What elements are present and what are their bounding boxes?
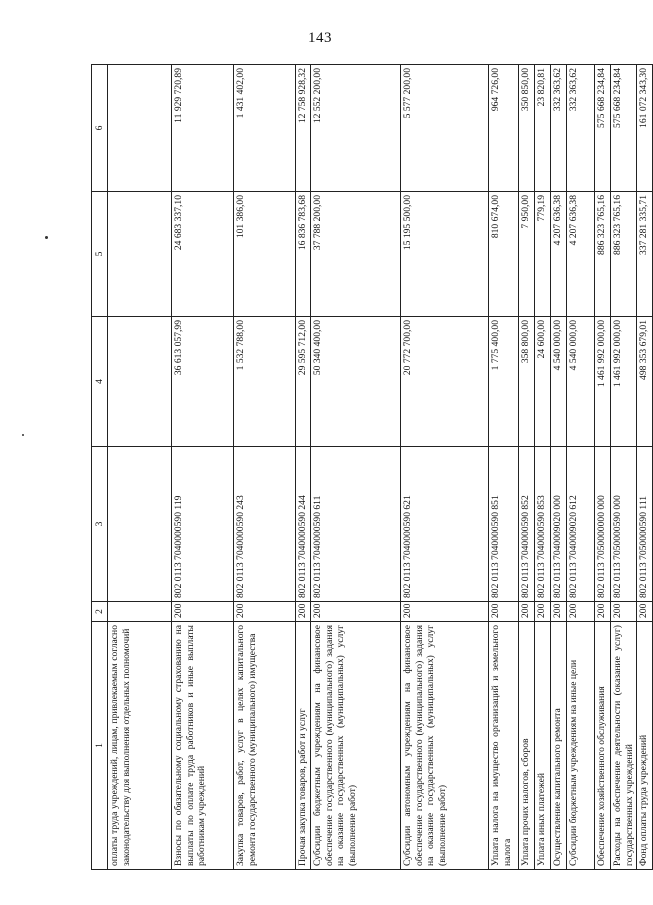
row-value-col5-cell: 337 281 335,71 <box>637 192 653 317</box>
row-value-col6-cell: 23 820,81 <box>535 65 551 192</box>
row-name-cell: Уплата иных платежей <box>535 622 551 870</box>
row-admin-code-cell: 200 <box>611 602 637 622</box>
row-name-cell: Субсидии бюджетным учреждениям на иные цели <box>567 622 595 870</box>
row-value-col4-cell: 29 595 712,00 <box>296 317 311 447</box>
row-admin-code-cell: 200 <box>296 602 311 622</box>
row-value-col5-cell: 886 323 765,16 <box>595 192 611 317</box>
row-value-col5-cell: 15 195 500,00 <box>401 192 489 317</box>
row-name-cell: Уплата налога на имущество организаций и земельного налога <box>489 622 519 870</box>
row-value-col5-cell: 4 207 636,38 <box>551 192 567 317</box>
table-row <box>551 65 567 870</box>
row-admin-code-cell: 200 <box>401 602 489 622</box>
table-row <box>172 65 234 870</box>
row-value-col5-cell: 24 683 337,10 <box>172 192 234 317</box>
row-value-col5-cell: 37 788 200,00 <box>311 192 401 317</box>
row-name-cell: Уплата прочих налогов, сборов <box>519 622 535 870</box>
row-name-cell: Закупка товаров, работ, услуг в целях капитального ремонта государственного (муниципального) имущества <box>234 622 296 870</box>
row-admin-code-cell: 200 <box>234 602 296 622</box>
scan-speck <box>22 434 24 436</box>
column-header: 6 <box>92 65 108 192</box>
table-row <box>567 65 595 870</box>
row-budget-code-cell: 802 0113 7040000590 244 <box>296 447 311 602</box>
row-value-col4-cell: 36 613 057,99 <box>172 317 234 447</box>
row-admin-code-cell: 200 <box>311 602 401 622</box>
row-value-col4-cell: 1 775 400,00 <box>489 317 519 447</box>
row-budget-code-cell: 802 0113 7040000590 853 <box>535 447 551 602</box>
row-value-col6-cell: 161 072 343,30 <box>637 65 653 192</box>
row-name-cell: Фонд оплаты труда учреждений <box>637 622 653 870</box>
table-row <box>611 65 637 870</box>
row-budget-code-cell: 802 0113 7050000590 111 <box>637 447 653 602</box>
row-value-col4-cell: 50 340 400,00 <box>311 317 401 447</box>
row-value-col4-cell: 4 540 000,00 <box>567 317 595 447</box>
row-budget-code-cell: 802 0113 7050000000 000 <box>595 447 611 602</box>
row-value-col5-cell: 779,19 <box>535 192 551 317</box>
row-value-col6-cell: 350 850,00 <box>519 65 535 192</box>
table-row <box>311 65 401 870</box>
row-value-col4-cell: 4 540 000,00 <box>551 317 567 447</box>
column-header: 5 <box>92 192 108 317</box>
row-value-col4-cell: 1 461 992 000,00 <box>595 317 611 447</box>
row-name-cell: Расходы на обеспечение деятельности (оказание услуг) государственных учреждений <box>611 622 637 870</box>
row-value-col5-cell <box>108 192 172 317</box>
row-admin-code-cell: 200 <box>595 602 611 622</box>
rotated-table-wrapper <box>91 65 650 870</box>
row-value-col6-cell <box>108 65 172 192</box>
row-admin-code-cell: 200 <box>551 602 567 622</box>
row-budget-code-cell: 802 0113 7040000590 621 <box>401 447 489 602</box>
row-admin-code-cell <box>108 602 172 622</box>
table-header-row <box>92 65 108 870</box>
row-value-col6-cell: 575 668 234,84 <box>595 65 611 192</box>
row-budget-code-cell: 802 0113 7040000590 119 <box>172 447 234 602</box>
column-header: 4 <box>92 317 108 447</box>
budget-table <box>91 64 653 870</box>
row-value-col6-cell: 575 668 234,84 <box>611 65 637 192</box>
row-budget-code-cell: 802 0113 7040000590 852 <box>519 447 535 602</box>
row-name-cell: Взносы по обязательному социальному страхованию на выплаты по оплате труда работников и иные выплаты работникам учреждений <box>172 622 234 870</box>
row-value-col6-cell: 1 431 402,00 <box>234 65 296 192</box>
row-value-col5-cell: 101 386,00 <box>234 192 296 317</box>
row-value-col4-cell: 498 353 679,01 <box>637 317 653 447</box>
row-value-col6-cell: 11 929 720,89 <box>172 65 234 192</box>
row-value-col6-cell: 332 363,62 <box>551 65 567 192</box>
row-value-col4-cell: 1 532 788,00 <box>234 317 296 447</box>
row-name-cell: Прочая закупка товаров, работ и услуг <box>296 622 311 870</box>
scan-speck <box>45 236 48 239</box>
row-value-col6-cell: 12 758 928,32 <box>296 65 311 192</box>
row-value-col6-cell: 332 363,62 <box>567 65 595 192</box>
row-value-col5-cell: 16 836 783,68 <box>296 192 311 317</box>
row-budget-code-cell: 802 0113 7040000590 611 <box>311 447 401 602</box>
table-row <box>296 65 311 870</box>
table-row <box>519 65 535 870</box>
table-row <box>637 65 653 870</box>
page-number: 143 <box>308 30 332 46</box>
column-header: 3 <box>92 447 108 602</box>
table-row <box>401 65 489 870</box>
table-row <box>535 65 551 870</box>
row-admin-code-cell: 200 <box>489 602 519 622</box>
row-budget-code-cell: 802 0113 7050000590 000 <box>611 447 637 602</box>
row-value-col4-cell: 20 772 700,00 <box>401 317 489 447</box>
row-admin-code-cell: 200 <box>637 602 653 622</box>
row-value-col5-cell: 4 207 636,38 <box>567 192 595 317</box>
table-row <box>595 65 611 870</box>
row-value-col6-cell: 5 577 200,00 <box>401 65 489 192</box>
row-name-cell: Субсидии автономным учреждениям на финансовое обеспечение государственного (муниципального) задания на оказание государственных (муниципальных) услуг (выполнение работ) <box>401 622 489 870</box>
row-value-col5-cell: 810 674,00 <box>489 192 519 317</box>
column-header: 1 <box>92 622 108 870</box>
row-name-cell: оплаты труда учреждений, лицам, привлекаемым согласно законодательству для выполнения отдельных полномочий <box>108 622 172 870</box>
table-row <box>234 65 296 870</box>
row-value-col6-cell: 12 552 200,00 <box>311 65 401 192</box>
row-admin-code-cell: 200 <box>567 602 595 622</box>
column-header: 2 <box>92 602 108 622</box>
row-value-col6-cell: 964 726,00 <box>489 65 519 192</box>
row-name-cell: Субсидии бюджетным учреждениям на финансовое обеспечение государственного (муниципального) задания на оказание государственных (муниципальных) услуг (выполнение работ) <box>311 622 401 870</box>
row-budget-code-cell: 802 0113 7040009020 000 <box>551 447 567 602</box>
row-budget-code-cell: 802 0113 7040000590 243 <box>234 447 296 602</box>
row-budget-code-cell: 802 0113 7040009020 612 <box>567 447 595 602</box>
row-admin-code-cell: 200 <box>172 602 234 622</box>
row-value-col4-cell: 358 800,00 <box>519 317 535 447</box>
table-row <box>489 65 519 870</box>
row-budget-code-cell: 802 0113 7040000590 851 <box>489 447 519 602</box>
row-value-col4-cell <box>108 317 172 447</box>
row-value-col4-cell: 1 461 992 000,00 <box>611 317 637 447</box>
row-budget-code-cell <box>108 447 172 602</box>
row-value-col4-cell: 24 600,00 <box>535 317 551 447</box>
row-value-col5-cell: 7 950,00 <box>519 192 535 317</box>
row-value-col5-cell: 886 323 765,16 <box>611 192 637 317</box>
row-admin-code-cell: 200 <box>535 602 551 622</box>
table-row <box>108 65 172 870</box>
row-name-cell: Обеспечение хозяйственного обслуживания <box>595 622 611 870</box>
row-admin-code-cell: 200 <box>519 602 535 622</box>
row-name-cell: Осуществление капитального ремонта <box>551 622 567 870</box>
